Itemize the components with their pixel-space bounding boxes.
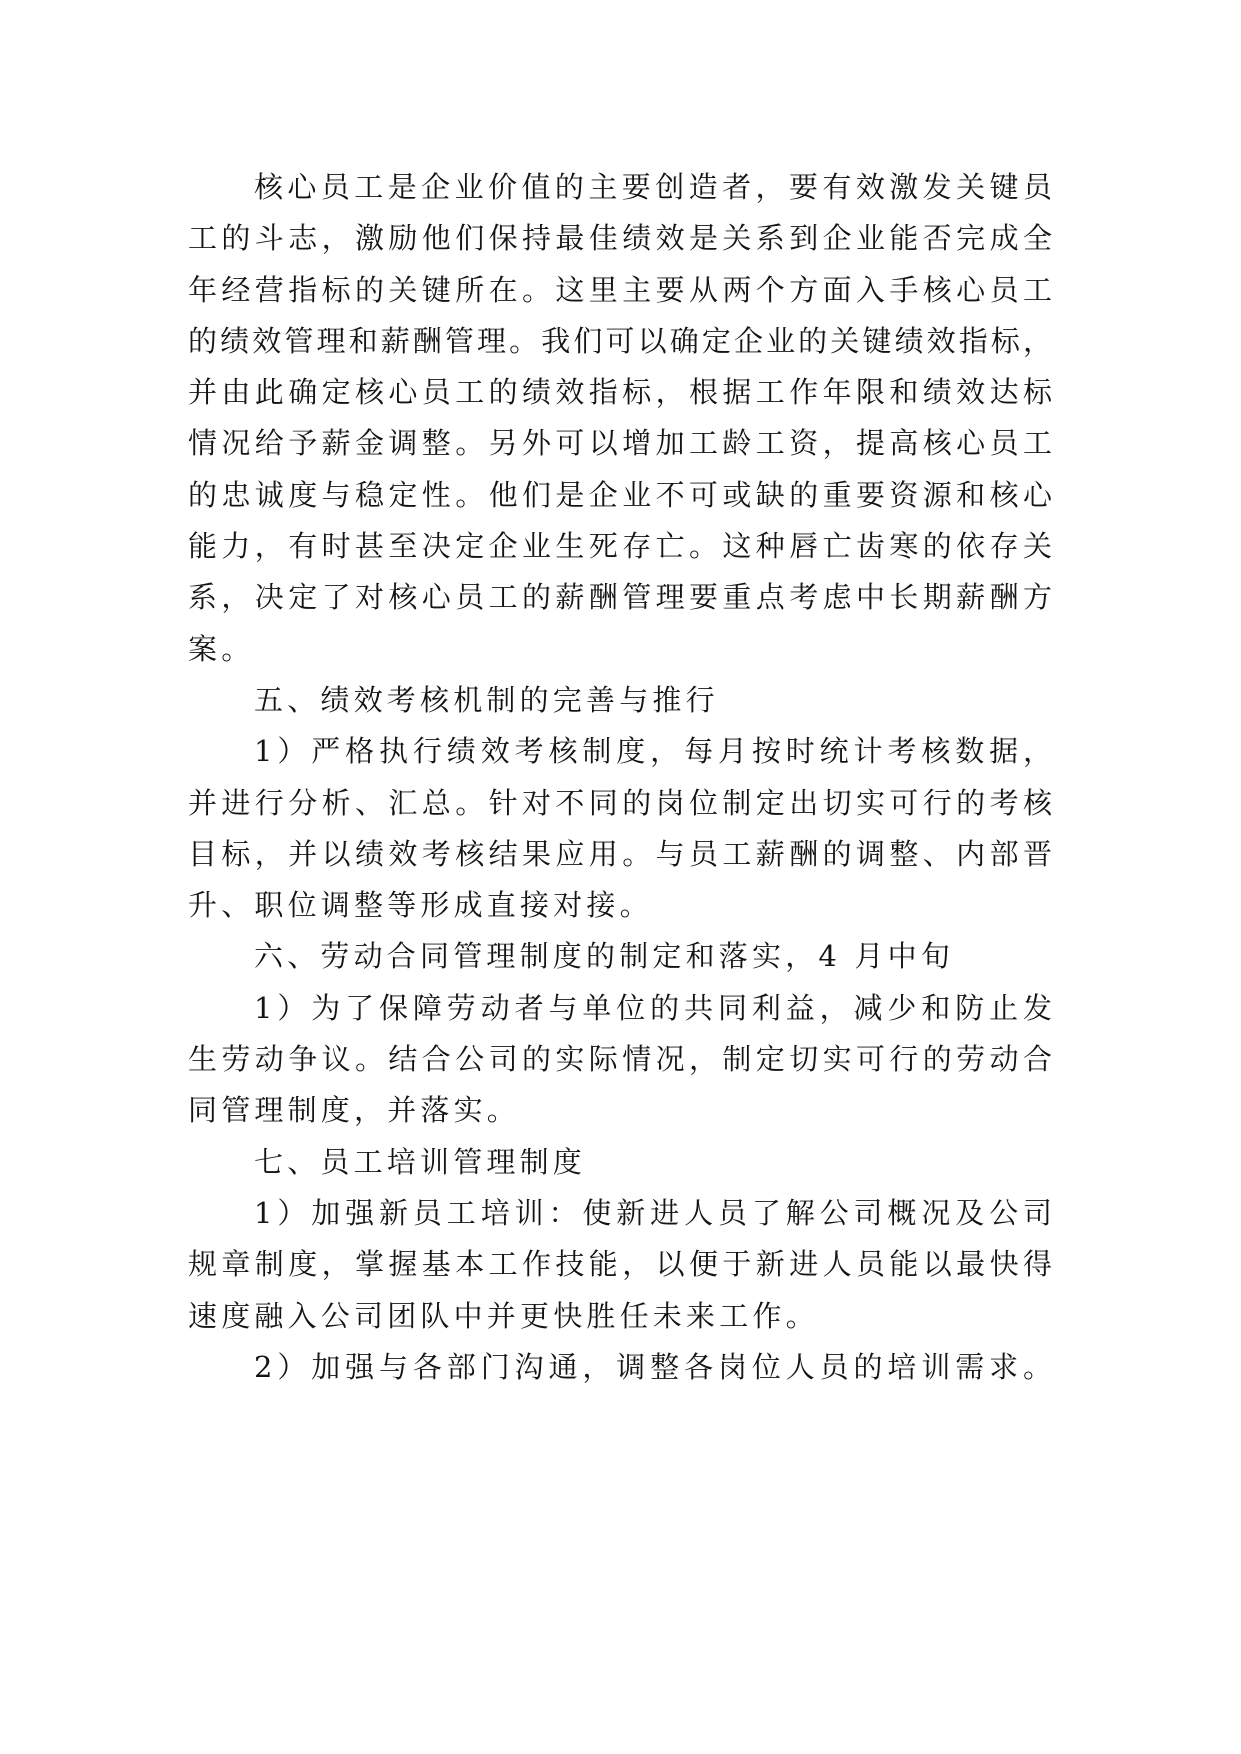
paragraph-line: 核心员工是企业价值的主要创造者，要有效激发关键员 [254,170,1052,204]
paragraph-line: 1）为了保障劳动者与单位的共同利益，减少和防止发 [254,990,1052,1025]
paragraph-performance-review [188,726,1052,931]
paragraph-line: 系，决定了对核心员工的薪酬管理要重点考虑中长期薪酬方 [188,580,1052,615]
paragraph-line: 1）加强新员工培训：使新进人员了解公司概况及公司 [254,1195,1052,1230]
paragraph-line: 1）严格执行绩效考核制度，每月按时统计考核数据， [254,734,1052,769]
paragraph-labor-contract [188,983,1052,1137]
section-heading-text: 五、绩效考核机制的完善与推行 [254,682,719,717]
section-heading-text: 七、员工培训管理制度 [254,1144,587,1179]
paragraph-line: 工的斗志，激励他们保持最佳绩效是关系到企业能否完成全 [188,221,1052,256]
paragraph-line: 情况给予薪金调整。另外可以增加工龄工资，提高核心员工 [188,426,1052,461]
paragraph-line: 目标，并以绩效考核结果应用。与员工薪酬的调整、内部晋 [188,836,1052,871]
paragraph-core-employees [188,162,1052,675]
paragraph-line: 2）加强与各部门沟通，调整各岗位人员的培训需求。 [254,1349,1052,1384]
paragraph-department-communication [188,1342,1052,1393]
paragraph-line: 升、职位调整等形成直接对接。 [188,888,653,923]
paragraph-line: 规章制度，掌握基本工作技能，以便于新进人员能以最快得 [188,1247,1052,1282]
section-heading-7 [188,1137,1052,1188]
paragraph-line: 能力，有时甚至决定企业生死存亡。这种唇亡齿寒的依存关 [188,529,1052,564]
paragraph-line: 年经营指标的关键所在。这里主要从两个方面入手核心员工 [188,272,1052,307]
paragraph-line: 的忠诚度与稳定性。他们是企业不可或缺的重要资源和核心 [188,477,1052,512]
document-body [188,162,1052,1393]
paragraph-line: 并进行分析、汇总。针对不同的岗位制定出切实可行的考核 [188,785,1052,820]
section-heading-5 [188,675,1052,726]
section-heading-text: 六、劳动合同管理制度的制定和落实，4 月中旬 [254,939,955,974]
paragraph-line: 并由此确定核心员工的绩效指标，根据工作年限和绩效达标 [188,375,1052,410]
paragraph-line: 的绩效管理和薪酬管理。我们可以确定企业的关键绩效指标， [188,323,1052,358]
paragraph-line: 案。 [188,631,255,666]
paragraph-line: 速度融入公司团队中并更快胜任未来工作。 [188,1298,819,1333]
paragraph-line: 生劳动争议。结合公司的实际情况，制定切实可行的劳动合 [188,1042,1052,1077]
section-heading-6 [188,931,1052,982]
paragraph-new-employee-training [188,1188,1052,1342]
paragraph-line: 同管理制度，并落实。 [188,1093,521,1128]
